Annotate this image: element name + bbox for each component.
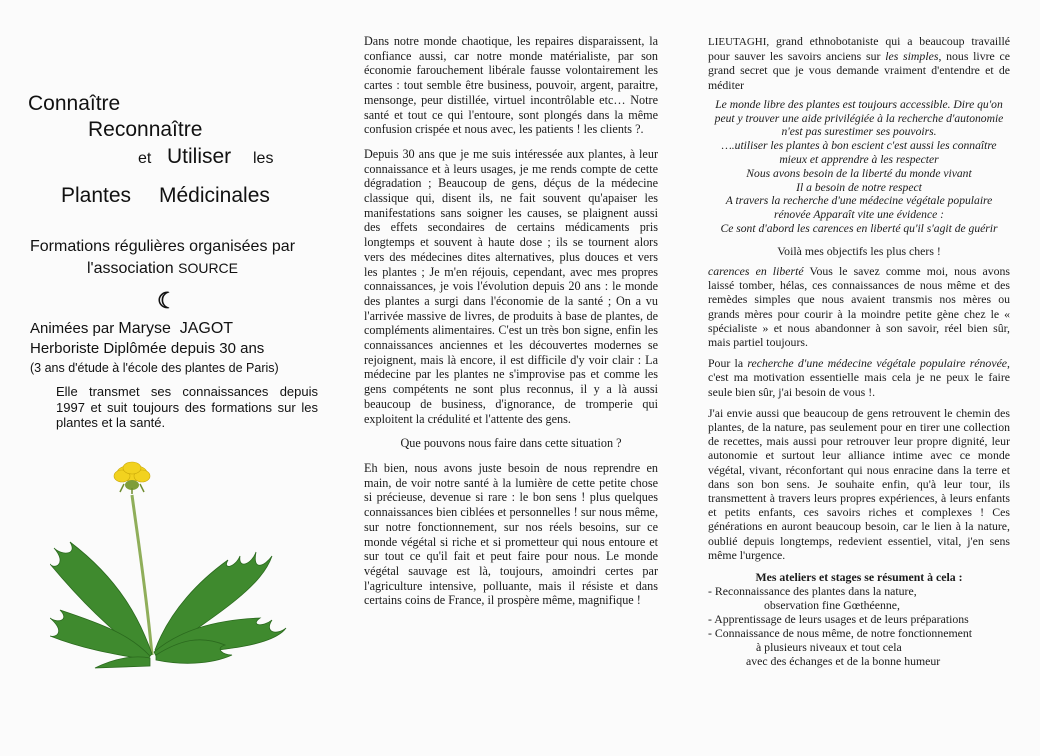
ateliers-title: Mes ateliers et stages se résument à cela : bbox=[755, 570, 963, 585]
quote-line: Le monde libre des plantes est toujours accessible. Dire qu'on peut y trouver une aide privilégiée à la recherche d'autonomie n'est pas surestimer ses pouvoirs. bbox=[714, 97, 1004, 139]
list-item: observation fine Gœthéenne, bbox=[764, 598, 900, 613]
formations-line2 bbox=[87, 260, 238, 278]
quote-line: Ce sont d'abord les carences en liberté qu'il s'agit de guérir bbox=[720, 221, 998, 235]
paragraph-intro: Dans notre monde chaotique, les repaires disparaissent, la confiance aussi, car notre monde matérialiste, par son économie farouchement libérale fausse volontairement les cartes : tout semble être business, pouvoir, argent, paraitre, mensonge, peur distillée, virtuel incontrôlable etc… Notre santé et tout ce qui l'entoure, sont plongés dans la même confusion crispée et nous avec, les patients ! les clients ?. bbox=[364, 34, 658, 137]
paragraph-carences bbox=[708, 264, 1010, 349]
list-item: - Connaissance de nous même, de notre fonctionnement bbox=[708, 626, 973, 641]
question-heading: Que pouvons nous faire dans cette situation ? bbox=[400, 436, 622, 451]
paragraph-lieutaghi bbox=[708, 34, 1010, 92]
lieutaghi-quote bbox=[708, 98, 1010, 236]
title-et: et bbox=[138, 150, 152, 167]
association-name: SOURCE bbox=[178, 260, 239, 276]
right-column bbox=[708, 34, 1010, 668]
lieutaghi-end: , nous livre ce grand secret que je vous demande vraiment d'entendre et de méditer bbox=[708, 49, 1010, 92]
quote-line: ….utiliser les plantes à bon escient c'est aussi les connaître mieux et apprendre à les respecter bbox=[721, 139, 997, 166]
title-connaitre: Connaître bbox=[28, 92, 121, 115]
list-item: à plusieurs niveaux et tout cela bbox=[756, 640, 902, 655]
formations-prefix: l'association bbox=[87, 260, 174, 277]
pour-rest: , c'est ma motivation essentielle mais cela je ne peux le faire seule bien sûr, j'ai besoin de vous !. bbox=[708, 356, 1010, 399]
quote-line: A travers la recherche d'une médecine végétale populaire rénovée Apparaît vite une évidence : bbox=[725, 194, 993, 222]
objectifs-line: Voilà mes objectifs les plus chers ! bbox=[777, 243, 941, 258]
lieutaghi-name: LIEUTAGHI, bbox=[708, 36, 770, 48]
animees-prefix: Animées par bbox=[30, 320, 115, 337]
formations-line1: Formations régulières organisées par bbox=[30, 238, 296, 255]
list-item: avec des échanges et de la bonne humeur bbox=[746, 654, 941, 669]
paragraph-recherche bbox=[708, 356, 1010, 399]
lieutaghi-text: grand ethnobotaniste qui a beaucoup travaillé pour sauver les savoirs anciens sur bbox=[708, 34, 1010, 64]
etudes-line: (3 ans d'étude à l'école des plantes de Paris) bbox=[30, 361, 279, 375]
title-utiliser: Utiliser bbox=[167, 145, 232, 168]
moon-icon: ☽ bbox=[157, 288, 177, 313]
carences-text: Vous le savez comme moi, nous avons laissé tomber, hélas, ces connaissances de nous même et des remèdes simples que nous avaient transmis nos mères ou grands mères pour courir à la moindre petite gène chez le « spécialiste » et nous abandonner à son savoir, réel bien sûr, mais partiel toujours. bbox=[708, 263, 1010, 349]
title-les: les bbox=[253, 150, 274, 167]
title-reconnaitre: Reconnaître bbox=[88, 118, 203, 141]
paragraph-experience: Depuis 30 ans que je me suis intéressée aux plantes, à leur connaissance et à leurs usages, je me rends compte de cette dégradation ; Beaucoup de gens, déçus de la médecine classique qui, disent ils, ne fait souvent qu'apaiser les manifestations sans soigner les causes, se plaignent aussi des effets secondaires de certains médicaments pris longtemps et souvent à haute dose ; ils se tournent alors vers des médecines dites alternatives, plus douces et vers les plantes ; Je m'en réjouis, cependant, avec mes propres connaissances, je vois l'évolution depuis 20 ans : le monde des plantes a surgi dans l'économie de la santé ; On a vu l'arrivée massive de livres, de produits à base de plantes, de compléments alimentaires. C'est un très bon signe, enfin les connaissances anciennes et les découvertes modernes se rejoignent, mais là encore, il est difficile d'y voir clair : La médecine par les plantes ne s'improvise pas et comme les gens compétents ne sont plus reconnus, il y a là aussi beaucoup de business, d'ignorance, de tromperie qui exploitent la crédulité et l'attente des gens. bbox=[364, 146, 658, 426]
ateliers-list bbox=[708, 584, 1010, 668]
title-medicinales: Médicinales bbox=[159, 184, 270, 207]
transmet-paragraph: Elle transmet ses connaissances depuis 1997 et suit toujours des formations sur les plantes et la santé. bbox=[56, 384, 318, 430]
les-simples: les simples bbox=[885, 49, 939, 64]
quote-line: Il a besoin de notre respect bbox=[796, 180, 922, 194]
middle-column bbox=[364, 34, 658, 608]
title-plantes: Plantes bbox=[61, 184, 132, 207]
pour-prefix: Pour la bbox=[708, 356, 748, 371]
herboriste-line: Herboriste Diplômée depuis 30 ans bbox=[30, 340, 265, 357]
quote-line: Nous avons besoin de la liberté du monde vivant bbox=[746, 166, 972, 180]
carences-italic: carences en liberté bbox=[708, 263, 804, 278]
recherche-italic: recherche d'une médecine végétale populaire rénovée bbox=[747, 356, 1008, 371]
animees-line bbox=[30, 320, 233, 338]
list-item: - Reconnaissance des plantes dans la nature, bbox=[708, 584, 917, 599]
dandelion-illustration bbox=[50, 460, 300, 670]
animatrice-name: Maryse JAGOT bbox=[118, 320, 234, 337]
dandelion-leaves-icon bbox=[50, 542, 286, 668]
list-item: - Apprentissage de leurs usages et de leurs préparations bbox=[708, 612, 969, 627]
paragraph-envie: J'ai envie aussi que beaucoup de gens retrouvent le chemin des plantes, de la nature, pas seulement pour en tirer une collection de recettes, mais aussi pour retrouver leur propre dignité, leur autonomie et surtout leur alliance intime avec ce monde végétal, vivant, réconfortant qui nous enracine dans la terre et dans son bon sens. Je souhaite enfin, qu'à leur tour, ils transmettent à travers leurs propres expériences, à leurs enfants et petits enfants, ces savoirs riches et complexes ! Ces générations en auront beaucoup besoin, car le lien à la nature, oublié depuis longtemps, redevient essentiel, vital, j'en sens même l'urgence. bbox=[708, 405, 1010, 562]
paragraph-bon-sens: Eh bien, nous avons juste besoin de nous reprendre en main, de voir notre santé à la lumière de cette petite chose si précieuse, devenue si rare : le bon sens ! plus quelques connaissances bien ciblées et personnelles ! sur nous même, sur notre fonctionnement, sur nos réels besoins, sur ce monde végétal si riche et si prometteur qui nous entoure et sur tout ce qu'il fait et peut faire pour nous. Le monde végétal sauvage est là, toujours, amoindri certes par l'agriculture intensive, polluante, mais il résiste et dans certains coins de France, il prospère même, magnifique ! bbox=[364, 460, 658, 608]
